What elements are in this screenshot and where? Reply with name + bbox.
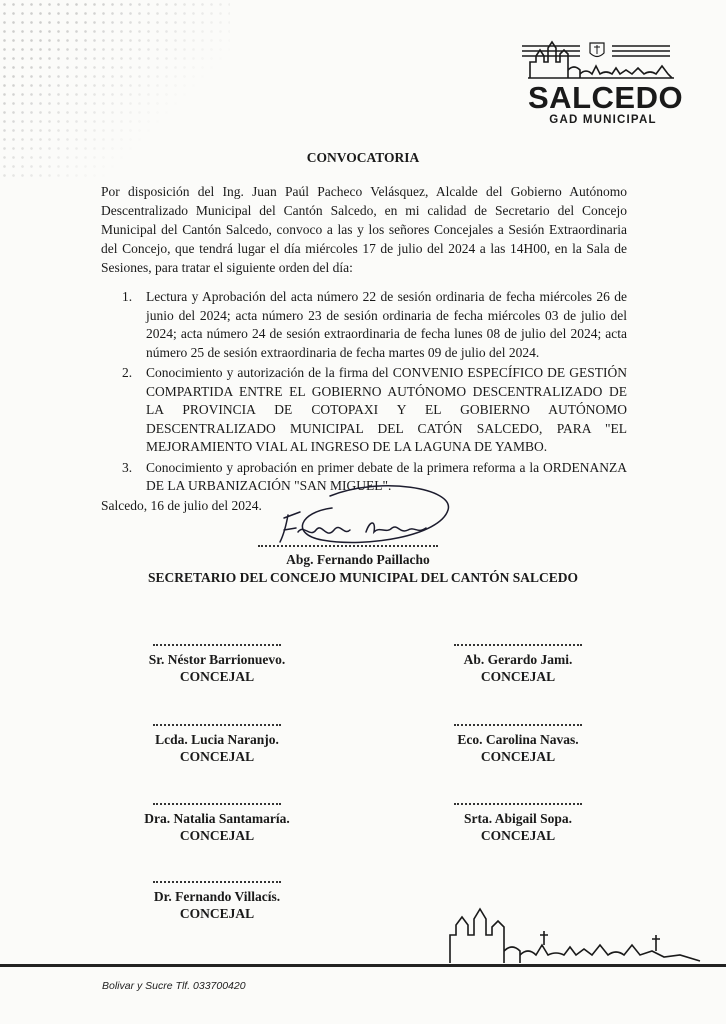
agenda-item <box>122 288 627 362</box>
agenda-list <box>122 288 627 498</box>
council-member-role: CONCEJAL <box>179 828 255 843</box>
agenda-item <box>122 364 627 457</box>
signature-line <box>258 545 438 547</box>
council-member-role: CONCEJAL <box>179 749 255 764</box>
council-member-name: Dra. Natalia Santamaría. <box>144 811 290 826</box>
council-member <box>423 803 613 844</box>
logo-subtitle: GAD MUNICIPAL <box>549 114 657 126</box>
logo-title: SALCEDO <box>528 80 684 115</box>
council-member <box>423 724 613 765</box>
council-member-name: Lcda. Lucia Naranjo. <box>155 732 279 747</box>
handwritten-signature <box>270 482 460 550</box>
footer-address: Bolivar y Sucre Tlf. 033700420 <box>102 980 246 992</box>
council-member-role: CONCEJAL <box>480 669 556 684</box>
footer-divider <box>0 964 726 967</box>
logo-lines-emblem <box>522 40 672 62</box>
footer-church-skyline-icon <box>420 905 720 967</box>
council-member-name: Eco. Carolina Navas. <box>457 732 579 747</box>
council-member-name: Srta. Abigail Sopa. <box>463 811 573 826</box>
council-member-name: Ab. Gerardo Jami. <box>463 652 573 667</box>
council-member-name: Sr. Néstor Barrionuevo. <box>148 652 286 667</box>
council-member <box>122 881 312 922</box>
council-member-role: CONCEJAL <box>480 828 556 843</box>
signature-line <box>454 803 582 805</box>
secretary-title: SECRETARIO DEL CONCEJO MUNICIPAL DEL CANTÓN SALCEDO <box>147 570 579 585</box>
council-member <box>122 803 312 844</box>
signature-line <box>153 881 281 883</box>
document-title: CONVOCATORIA <box>306 150 420 165</box>
agenda-item-number: 3. <box>122 459 133 475</box>
signature-line <box>153 644 281 646</box>
agenda-item-number: 1. <box>122 289 133 304</box>
council-member-role: CONCEJAL <box>179 906 255 921</box>
intro-paragraph: Por disposición del Ing. Juan Paúl Pacheco Velásquez, Alcalde del Gobierno Autónomo Descentralizado Municipal del Cantón Salcedo, en mi calidad de Secretario del Concejo Municipal del Cantón Salcedo, convoco a las y los señores Concejales a Sesión Extraordinaria del Concejo, que tendrá lugar el día miércoles 17 de julio del 2024 a las 14H00, en la Sala de Sesiones, para tratar el siguiente orden del día: <box>101 184 627 275</box>
council-member-role: CONCEJAL <box>480 749 556 764</box>
agenda-item-text: Lectura y Aprobación del acta número 22 de sesión ordinaria de fecha miércoles 26 de junio del 2024; acta número 23 de sesión ordinaria de fecha miércoles 03 de julio del 2024; acta número 24 de sesión extraordinaria de fecha lunes 08 de julio del 2024; acta número 25 de sesión extraordinaria de fecha martes 09 de julio del 2024. <box>146 289 627 360</box>
council-member <box>423 644 613 685</box>
agenda-item-text: Conocimiento y autorización de la firma del CONVENIO ESPECÍFICO DE GESTIÓN COMPARTIDA ENTRE EL GOBIERNO AUTÓNOMO DESCENTRALIZADO DE LA PROVINCIA DE COTOPAXI Y EL GOBIERNO AUTÓNOMO DESCENTRALIZADO MUNICIPAL DEL CATÓN SALCEDO, PARA "EL MEJORAMIENTO VIAL AL INGRESO DE LA LAGUNA DE YAMBO. <box>146 365 627 454</box>
salcedo-logo <box>522 40 682 155</box>
council-member-name: Dr. Fernando Villacís. <box>153 889 281 904</box>
secretary-name-text: Abg. Fernando Paillacho <box>286 552 430 567</box>
signature-line <box>454 724 582 726</box>
signature-line <box>454 644 582 646</box>
council-member <box>122 724 312 765</box>
place-and-date: Salcedo, 16 de julio del 2024. <box>101 498 262 513</box>
signature-line <box>153 724 281 726</box>
signature-line <box>153 803 281 805</box>
secretary-name <box>0 552 726 568</box>
council-member <box>122 644 312 685</box>
agenda-item-number: 2. <box>122 365 133 380</box>
council-member-role: CONCEJAL <box>179 669 255 684</box>
agenda-item-text: Conocimiento y aprobación en primer debate de la primera reforma a la ORDENANZA DE LA URBANIZACIÓN "SAN MIGUEL". <box>146 459 627 493</box>
